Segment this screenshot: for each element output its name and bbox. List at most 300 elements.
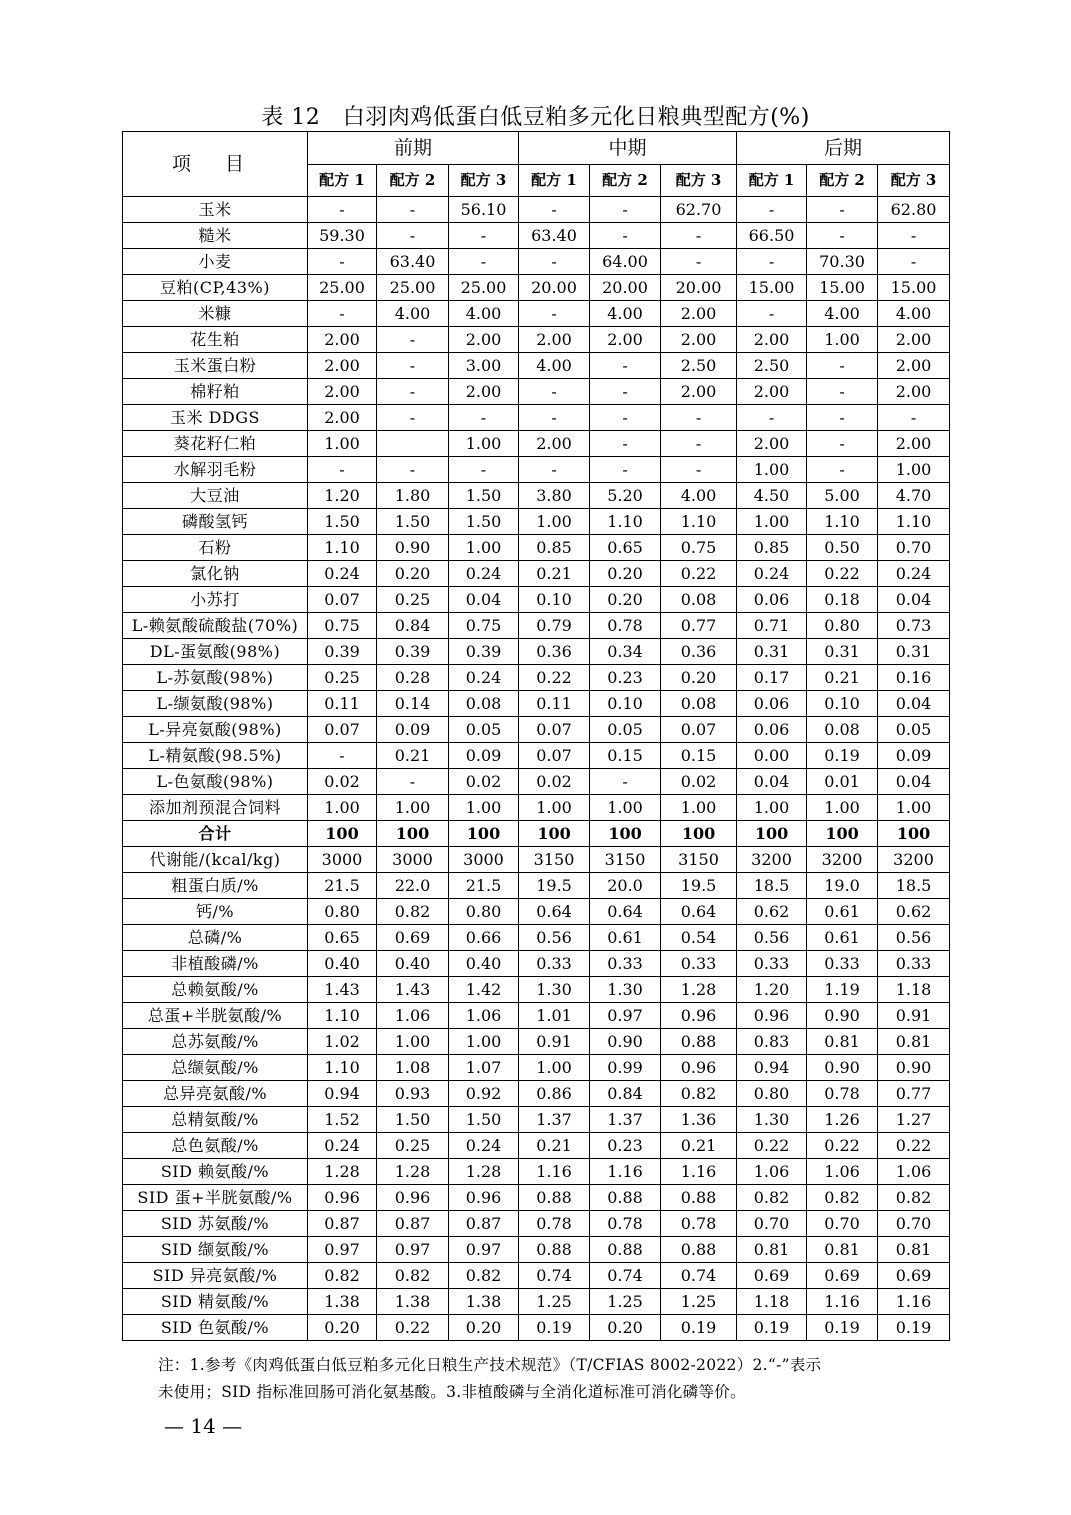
sub-header-cell: 配方 3 bbox=[661, 165, 737, 197]
table-cell: 0.04 bbox=[737, 769, 807, 795]
table-row bbox=[123, 847, 950, 873]
table-cell: 100 bbox=[449, 821, 519, 847]
table-cell: 15.00 bbox=[737, 275, 807, 301]
table-cell: 0.14 bbox=[377, 691, 449, 717]
table-cell: - bbox=[377, 457, 449, 483]
table-cell: 1.42 bbox=[449, 977, 519, 1003]
row-label: 玉米 DDGS bbox=[123, 405, 308, 431]
table-cell: 1.10 bbox=[590, 509, 661, 535]
row-label: 总缬氨酸/% bbox=[123, 1055, 308, 1081]
table-cell: 0.02 bbox=[519, 769, 590, 795]
table-cell: 0.33 bbox=[737, 951, 807, 977]
table-cell: 0.20 bbox=[590, 1315, 661, 1341]
group-header-late: 后期 bbox=[737, 132, 950, 165]
row-label: L-缬氨酸(98%) bbox=[123, 691, 308, 717]
table-cell: 2.00 bbox=[519, 431, 590, 457]
table-cell: 0.24 bbox=[449, 665, 519, 691]
table-cell: 1.00 bbox=[807, 795, 878, 821]
formula-table bbox=[122, 131, 950, 1341]
table-cell: 15.00 bbox=[878, 275, 950, 301]
group-header-early: 前期 bbox=[308, 132, 519, 165]
table-cell: 4.00 bbox=[807, 301, 878, 327]
table-cell: - bbox=[449, 457, 519, 483]
table-cell: 1.02 bbox=[308, 1029, 377, 1055]
table-cell: 5.00 bbox=[807, 483, 878, 509]
table-cell: 0.75 bbox=[449, 613, 519, 639]
table-cell: 1.25 bbox=[661, 1289, 737, 1315]
table-cell: 0.11 bbox=[519, 691, 590, 717]
table-cell: 0.20 bbox=[308, 1315, 377, 1341]
row-label: 小苏打 bbox=[123, 587, 308, 613]
table-cell: 0.33 bbox=[807, 951, 878, 977]
row-label: 小麦 bbox=[123, 249, 308, 275]
table-cell: 0.77 bbox=[878, 1081, 950, 1107]
table-cell: - bbox=[377, 223, 449, 249]
row-label: 钙/% bbox=[123, 899, 308, 925]
table-cell: 0.78 bbox=[519, 1211, 590, 1237]
table-cell: - bbox=[590, 405, 661, 431]
table-cell: - bbox=[519, 379, 590, 405]
table-cell: 20.00 bbox=[519, 275, 590, 301]
table-cell: 0.22 bbox=[737, 1133, 807, 1159]
table-cell: - bbox=[308, 457, 377, 483]
table-cell: 0.08 bbox=[449, 691, 519, 717]
table-cell: - bbox=[737, 301, 807, 327]
table-cell: - bbox=[519, 197, 590, 223]
table-cell: 0.84 bbox=[377, 613, 449, 639]
table-cell: 0.22 bbox=[807, 561, 878, 587]
table-cell: 0.24 bbox=[308, 1133, 377, 1159]
table-cell: 1.52 bbox=[308, 1107, 377, 1133]
table-row bbox=[123, 301, 950, 327]
table-cell: 2.00 bbox=[878, 353, 950, 379]
table-cell: 0.25 bbox=[377, 1133, 449, 1159]
table-cell: - bbox=[807, 379, 878, 405]
table-cell: 0.78 bbox=[661, 1211, 737, 1237]
table-cell: 100 bbox=[737, 821, 807, 847]
table-cell: 0.36 bbox=[519, 639, 590, 665]
table-cell: 0.70 bbox=[878, 1211, 950, 1237]
table-cell: 0.05 bbox=[878, 717, 950, 743]
table-cell: 0.25 bbox=[308, 665, 377, 691]
table-cell: - bbox=[878, 249, 950, 275]
table-cell: 1.06 bbox=[449, 1003, 519, 1029]
table-cell bbox=[377, 431, 449, 457]
table-cell: 0.01 bbox=[807, 769, 878, 795]
table-cell: 0.33 bbox=[590, 951, 661, 977]
table-cell: 0.85 bbox=[737, 535, 807, 561]
row-label: SID 异亮氨酸/% bbox=[123, 1263, 308, 1289]
table-cell: 2.00 bbox=[590, 327, 661, 353]
table-cell: 0.11 bbox=[308, 691, 377, 717]
table-cell: 0.88 bbox=[519, 1185, 590, 1211]
table-cell: 0.24 bbox=[449, 1133, 519, 1159]
row-label: SID 色氨酸/% bbox=[123, 1315, 308, 1341]
table-cell: 0.10 bbox=[519, 587, 590, 613]
row-label: L-精氨酸(98.5%) bbox=[123, 743, 308, 769]
table-cell: 4.00 bbox=[377, 301, 449, 327]
table-cell: 0.88 bbox=[661, 1237, 737, 1263]
row-label: L-色氨酸(98%) bbox=[123, 769, 308, 795]
table-cell: 100 bbox=[807, 821, 878, 847]
table-cell: 4.00 bbox=[661, 483, 737, 509]
table-cell: 1.00 bbox=[449, 795, 519, 821]
table-cell: 0.88 bbox=[519, 1237, 590, 1263]
row-label: 磷酸氢钙 bbox=[123, 509, 308, 535]
table-cell: 0.64 bbox=[519, 899, 590, 925]
table-cell: 62.80 bbox=[878, 197, 950, 223]
table-cell: 0.78 bbox=[590, 613, 661, 639]
table-cell: - bbox=[661, 431, 737, 457]
table-cell: 0.22 bbox=[661, 561, 737, 587]
table-cell: 19.5 bbox=[519, 873, 590, 899]
table-title: 表 12 白羽肉鸡低蛋白低豆粕多元化日粮典型配方(%) bbox=[261, 105, 810, 130]
table-cell: 0.86 bbox=[519, 1081, 590, 1107]
table-cell: 0.40 bbox=[377, 951, 449, 977]
table-row bbox=[123, 743, 950, 769]
table-cell: 1.10 bbox=[661, 509, 737, 535]
table-cell: 0.18 bbox=[807, 587, 878, 613]
table-cell: 0.00 bbox=[737, 743, 807, 769]
table-cell: 5.20 bbox=[590, 483, 661, 509]
table-cell: 0.94 bbox=[737, 1055, 807, 1081]
table-row bbox=[123, 1237, 950, 1263]
table-cell: 1.26 bbox=[807, 1107, 878, 1133]
table-cell: 0.56 bbox=[737, 925, 807, 951]
table-row bbox=[123, 509, 950, 535]
table-cell: 1.10 bbox=[308, 1055, 377, 1081]
table-cell: 0.19 bbox=[661, 1315, 737, 1341]
table-cell: 4.00 bbox=[449, 301, 519, 327]
table-cell: 0.88 bbox=[661, 1029, 737, 1055]
table-cell: 0.39 bbox=[449, 639, 519, 665]
table-cell: 0.70 bbox=[807, 1211, 878, 1237]
table-row bbox=[123, 873, 950, 899]
table-cell: 1.30 bbox=[737, 1107, 807, 1133]
table-cell: 1.10 bbox=[308, 1003, 377, 1029]
table-cell: 2.00 bbox=[737, 431, 807, 457]
table-cell: 1.00 bbox=[737, 795, 807, 821]
table-cell: 0.96 bbox=[737, 1003, 807, 1029]
table-cell: 0.06 bbox=[737, 587, 807, 613]
table-cell: 1.00 bbox=[878, 795, 950, 821]
table-cell: - bbox=[661, 457, 737, 483]
table-cell: 2.00 bbox=[449, 379, 519, 405]
table-cell: 2.00 bbox=[308, 327, 377, 353]
table-row bbox=[123, 1211, 950, 1237]
table-cell: 1.25 bbox=[590, 1289, 661, 1315]
table-cell: - bbox=[737, 405, 807, 431]
table-cell: 1.00 bbox=[661, 795, 737, 821]
table-cell: 1.16 bbox=[519, 1159, 590, 1185]
table-cell: 0.99 bbox=[590, 1055, 661, 1081]
table-cell: 100 bbox=[519, 821, 590, 847]
table-cell: - bbox=[737, 197, 807, 223]
table-cell: - bbox=[661, 223, 737, 249]
row-label: 总蛋+半胱氨酸/% bbox=[123, 1003, 308, 1029]
table-cell: - bbox=[590, 379, 661, 405]
footnote-line-2: 未使用；SID 指标准回肠可消化氨基酸。3.非植酸磷与全消化道标准可消化磷等价。 bbox=[158, 1383, 746, 1401]
table-cell: 0.81 bbox=[807, 1237, 878, 1263]
table-cell: 19.5 bbox=[661, 873, 737, 899]
row-label: 大豆油 bbox=[123, 483, 308, 509]
table-cell: 0.80 bbox=[737, 1081, 807, 1107]
table-row bbox=[123, 639, 950, 665]
table-cell: 1.37 bbox=[590, 1107, 661, 1133]
table-cell: 0.31 bbox=[807, 639, 878, 665]
table-row bbox=[123, 1029, 950, 1055]
table-cell: - bbox=[878, 223, 950, 249]
table-cell: 0.90 bbox=[590, 1029, 661, 1055]
row-label: 花生粕 bbox=[123, 327, 308, 353]
table-cell: 25.00 bbox=[449, 275, 519, 301]
table-cell: 2.00 bbox=[661, 327, 737, 353]
table-row bbox=[123, 1055, 950, 1081]
table-cell: 0.81 bbox=[737, 1237, 807, 1263]
table-cell: 18.5 bbox=[737, 873, 807, 899]
table-cell: 0.36 bbox=[661, 639, 737, 665]
table-cell: 0.19 bbox=[807, 1315, 878, 1341]
row-label: DL-蛋氨酸(98%) bbox=[123, 639, 308, 665]
table-cell: 0.06 bbox=[737, 691, 807, 717]
table-cell: 0.96 bbox=[661, 1003, 737, 1029]
table-cell: 0.88 bbox=[590, 1237, 661, 1263]
row-label: SID 蛋+半胱氨酸/% bbox=[123, 1185, 308, 1211]
table-cell: 2.00 bbox=[878, 379, 950, 405]
table-cell: - bbox=[377, 353, 449, 379]
table-cell: 0.70 bbox=[878, 535, 950, 561]
table-cell: 1.06 bbox=[878, 1159, 950, 1185]
table-cell: - bbox=[519, 457, 590, 483]
table-cell: - bbox=[661, 249, 737, 275]
table-cell: - bbox=[590, 431, 661, 457]
table-cell: 1.20 bbox=[308, 483, 377, 509]
table-cell: 1.18 bbox=[878, 977, 950, 1003]
table-cell: 0.69 bbox=[377, 925, 449, 951]
page-number: — 14 — bbox=[164, 1414, 243, 1438]
table-cell: 66.50 bbox=[737, 223, 807, 249]
formula-table-container bbox=[122, 131, 949, 1341]
table-cell: 0.81 bbox=[807, 1029, 878, 1055]
table-body bbox=[123, 197, 950, 1341]
table-cell: 70.30 bbox=[807, 249, 878, 275]
table-cell: 4.50 bbox=[737, 483, 807, 509]
table-cell: 1.00 bbox=[449, 535, 519, 561]
table-cell: - bbox=[590, 223, 661, 249]
table-cell: - bbox=[878, 405, 950, 431]
table-cell: 0.20 bbox=[377, 561, 449, 587]
table-cell: 0.77 bbox=[661, 613, 737, 639]
table-cell: 0.15 bbox=[661, 743, 737, 769]
table-cell: 0.50 bbox=[807, 535, 878, 561]
table-cell: 0.24 bbox=[308, 561, 377, 587]
table-cell: 0.69 bbox=[737, 1263, 807, 1289]
table-cell: 1.00 bbox=[308, 431, 377, 457]
table-cell: - bbox=[519, 249, 590, 275]
table-cell: 0.91 bbox=[878, 1003, 950, 1029]
row-label: 代谢能/(kcal/kg) bbox=[123, 847, 308, 873]
table-row bbox=[123, 353, 950, 379]
table-row bbox=[123, 925, 950, 951]
table-cell: 1.50 bbox=[449, 509, 519, 535]
table-cell: 0.84 bbox=[590, 1081, 661, 1107]
table-cell: 0.15 bbox=[590, 743, 661, 769]
table-cell: 0.21 bbox=[377, 743, 449, 769]
table-cell: 0.22 bbox=[878, 1133, 950, 1159]
table-cell: 0.04 bbox=[878, 587, 950, 613]
table-cell: 0.62 bbox=[878, 899, 950, 925]
table-cell: 1.38 bbox=[377, 1289, 449, 1315]
table-cell: 0.90 bbox=[377, 535, 449, 561]
table-cell: 0.20 bbox=[590, 561, 661, 587]
table-cell: 1.06 bbox=[737, 1159, 807, 1185]
table-cell: 63.40 bbox=[377, 249, 449, 275]
table-cell: 0.40 bbox=[449, 951, 519, 977]
table-cell: 1.36 bbox=[661, 1107, 737, 1133]
row-label: L-苏氨酸(98%) bbox=[123, 665, 308, 691]
table-row bbox=[123, 1133, 950, 1159]
table-cell: 1.20 bbox=[737, 977, 807, 1003]
table-cell: - bbox=[377, 379, 449, 405]
table-cell: 1.50 bbox=[377, 1107, 449, 1133]
table-row bbox=[123, 613, 950, 639]
table-cell: 0.25 bbox=[377, 587, 449, 613]
table-cell: - bbox=[807, 457, 878, 483]
row-label: 合计 bbox=[123, 821, 308, 847]
table-cell: 0.90 bbox=[807, 1055, 878, 1081]
table-cell: 100 bbox=[308, 821, 377, 847]
table-cell: 2.50 bbox=[661, 353, 737, 379]
table-cell: 4.70 bbox=[878, 483, 950, 509]
table-cell: 0.19 bbox=[519, 1315, 590, 1341]
table-cell: 0.31 bbox=[737, 639, 807, 665]
table-cell: 0.39 bbox=[377, 639, 449, 665]
table-row bbox=[123, 1263, 950, 1289]
row-label: 葵花籽仁粕 bbox=[123, 431, 308, 457]
table-cell: 0.88 bbox=[661, 1185, 737, 1211]
table-cell: 0.20 bbox=[449, 1315, 519, 1341]
row-label: 棉籽粕 bbox=[123, 379, 308, 405]
table-cell: 20.00 bbox=[590, 275, 661, 301]
table-cell: 1.30 bbox=[590, 977, 661, 1003]
table-cell: - bbox=[737, 249, 807, 275]
table-cell: - bbox=[449, 405, 519, 431]
table-cell: 0.78 bbox=[590, 1211, 661, 1237]
table-row bbox=[123, 665, 950, 691]
table-cell: 3.00 bbox=[449, 353, 519, 379]
table-cell: 0.96 bbox=[661, 1055, 737, 1081]
table-cell: 1.50 bbox=[377, 509, 449, 535]
table-cell: 0.69 bbox=[878, 1263, 950, 1289]
table-cell: 0.65 bbox=[590, 535, 661, 561]
table-row bbox=[123, 275, 950, 301]
sub-header-cell: 配方 2 bbox=[807, 165, 878, 197]
table-cell: - bbox=[308, 249, 377, 275]
table-cell: 0.83 bbox=[737, 1029, 807, 1055]
table-cell: 0.56 bbox=[878, 925, 950, 951]
table-cell: 0.82 bbox=[377, 1263, 449, 1289]
table-cell: 0.74 bbox=[519, 1263, 590, 1289]
table-cell: 0.92 bbox=[449, 1081, 519, 1107]
table-cell: 0.64 bbox=[590, 899, 661, 925]
table-cell: 56.10 bbox=[449, 197, 519, 223]
table-cell: 1.28 bbox=[661, 977, 737, 1003]
table-cell: 0.19 bbox=[737, 1315, 807, 1341]
table-cell: 0.97 bbox=[377, 1237, 449, 1263]
table-cell: 100 bbox=[878, 821, 950, 847]
table-cell: 0.80 bbox=[449, 899, 519, 925]
table-cell: 0.21 bbox=[807, 665, 878, 691]
table-cell: 0.80 bbox=[308, 899, 377, 925]
table-cell: 0.33 bbox=[878, 951, 950, 977]
table-row bbox=[123, 587, 950, 613]
table-cell: 100 bbox=[661, 821, 737, 847]
table-cell: 0.34 bbox=[590, 639, 661, 665]
table-cell: 1.28 bbox=[449, 1159, 519, 1185]
table-cell: - bbox=[807, 405, 878, 431]
table-cell: 0.08 bbox=[807, 717, 878, 743]
table-cell: 0.94 bbox=[308, 1081, 377, 1107]
table-cell: 0.19 bbox=[807, 743, 878, 769]
table-row bbox=[123, 1081, 950, 1107]
table-cell: 0.07 bbox=[308, 587, 377, 613]
table-cell: 64.00 bbox=[590, 249, 661, 275]
table-cell: 1.10 bbox=[807, 509, 878, 535]
table-cell: - bbox=[807, 197, 878, 223]
table-cell: 0.81 bbox=[878, 1029, 950, 1055]
table-cell: 2.00 bbox=[737, 379, 807, 405]
table-cell: 0.08 bbox=[661, 691, 737, 717]
table-cell: 0.64 bbox=[661, 899, 737, 925]
table-cell: 0.96 bbox=[308, 1185, 377, 1211]
table-cell: 0.07 bbox=[519, 743, 590, 769]
table-cell: 59.30 bbox=[308, 223, 377, 249]
row-label: SID 赖氨酸/% bbox=[123, 1159, 308, 1185]
table-cell: 1.00 bbox=[519, 1055, 590, 1081]
sub-header-cell: 配方 1 bbox=[519, 165, 590, 197]
row-label: 米糠 bbox=[123, 301, 308, 327]
table-cell: 4.00 bbox=[590, 301, 661, 327]
table-cell: 0.04 bbox=[878, 769, 950, 795]
table-cell: 3200 bbox=[737, 847, 807, 873]
table-cell: 0.97 bbox=[590, 1003, 661, 1029]
table-cell: 1.00 bbox=[519, 509, 590, 535]
table-cell: 21.5 bbox=[449, 873, 519, 899]
table-cell: 2.50 bbox=[737, 353, 807, 379]
row-label: 玉米 bbox=[123, 197, 308, 223]
table-cell: - bbox=[590, 197, 661, 223]
table-cell: 1.43 bbox=[308, 977, 377, 1003]
table-cell: 0.17 bbox=[737, 665, 807, 691]
table-cell: 2.00 bbox=[449, 327, 519, 353]
table-cell: - bbox=[308, 301, 377, 327]
table-cell: 100 bbox=[377, 821, 449, 847]
table-cell: 2.00 bbox=[308, 405, 377, 431]
table-row bbox=[123, 249, 950, 275]
table-cell: 0.82 bbox=[807, 1185, 878, 1211]
table-cell: 0.23 bbox=[590, 665, 661, 691]
table-cell: 1.01 bbox=[519, 1003, 590, 1029]
table-cell: - bbox=[590, 353, 661, 379]
table-cell: 0.96 bbox=[449, 1185, 519, 1211]
table-cell: 1.18 bbox=[737, 1289, 807, 1315]
row-label: 添加剂预混合饲料 bbox=[123, 795, 308, 821]
table-cell: 1.25 bbox=[519, 1289, 590, 1315]
table-cell: 0.24 bbox=[449, 561, 519, 587]
table-cell: 1.10 bbox=[878, 509, 950, 535]
table-cell: 0.82 bbox=[308, 1263, 377, 1289]
table-cell: 3150 bbox=[590, 847, 661, 873]
